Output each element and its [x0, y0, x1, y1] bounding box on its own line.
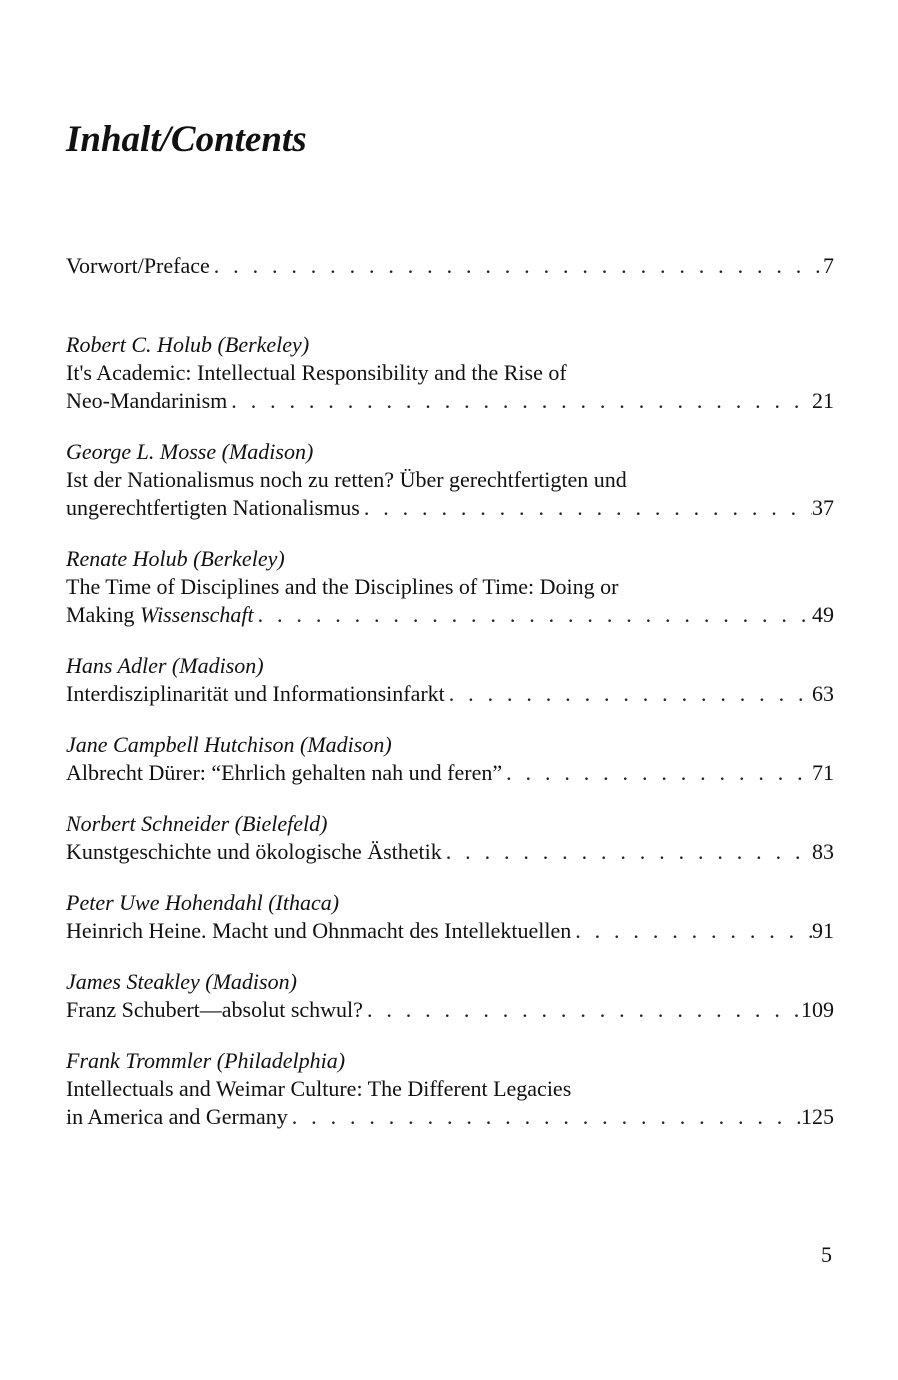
toc-line [66, 917, 834, 945]
toc-line [66, 996, 834, 1024]
entry-title: Neo-Mandarinism [66, 388, 228, 413]
page-number: 91 [812, 918, 834, 943]
dot-leader [442, 838, 812, 866]
entry-author: Robert C. Holub (Berkeley) [66, 332, 310, 357]
page-number: 21 [812, 388, 834, 413]
page-number: 49 [812, 602, 834, 627]
dot-leader [502, 759, 812, 787]
page-title: Inhalt/Contents [66, 119, 307, 160]
entry-title-prefix: Making [66, 602, 140, 627]
entry-author: Peter Uwe Hohendahl (Ithaca) [66, 890, 340, 915]
dot-leader [227, 387, 812, 415]
entry-author: James Steakley (Madison) [66, 969, 297, 994]
entry-author: Frank Trommler (Philadelphia) [66, 1048, 346, 1073]
dot-leader [254, 601, 812, 629]
page-number: 71 [812, 760, 834, 785]
page-number: 63 [812, 681, 834, 706]
toc-line [66, 759, 834, 787]
toc-line [66, 252, 834, 280]
page-number: 37 [812, 495, 834, 520]
toc-entry [66, 331, 834, 415]
toc-entry [66, 545, 834, 629]
entry-title-line: Intellectuals and Weimar Culture: The Different Legacies [66, 1076, 572, 1101]
entry-title: Vorwort/Preface [66, 253, 210, 278]
dot-leader [288, 1103, 801, 1131]
toc-line [66, 387, 834, 415]
toc-entry [66, 968, 834, 1024]
entry-title-emphasis: Wissenschaft [139, 602, 254, 627]
dot-leader [445, 680, 812, 708]
dot-leader [363, 996, 801, 1024]
dot-leader [360, 494, 812, 522]
page-folio-number: 5 [821, 1242, 832, 1267]
dot-leader [571, 917, 812, 945]
page-number: 109 [801, 997, 834, 1022]
toc-entry-preface [66, 252, 834, 280]
entry-author: Hans Adler (Madison) [66, 653, 264, 678]
entry-title: in America and Germany [66, 1104, 288, 1129]
toc-entry [66, 731, 834, 787]
page-number: 83 [812, 839, 834, 864]
toc-line [66, 680, 834, 708]
entry-author: Jane Campbell Hutchison (Madison) [66, 732, 392, 757]
toc-entry [66, 438, 834, 522]
entry-title: Franz Schubert—absolut schwul? [66, 997, 363, 1022]
entry-author: George L. Mosse (Madison) [66, 439, 314, 464]
entry-title: ungerechtfertigten Nationalismus [66, 495, 360, 520]
entry-title-line: Ist der Nationalismus noch zu retten? Über gerechtfertigten und [66, 467, 627, 492]
page-number: 7 [823, 253, 834, 278]
toc-line [66, 494, 834, 522]
entry-title: Albrecht Dürer: “Ehrlich gehalten nah und feren” [66, 760, 503, 785]
toc-entry [66, 652, 834, 708]
toc-entry [66, 889, 834, 945]
entry-title-line: It's Academic: Intellectual Responsibility and the Rise of [66, 360, 567, 385]
toc-entry [66, 810, 834, 866]
dot-leader [210, 252, 823, 280]
entry-title: Kunstgeschichte und ökologische Ästhetik [66, 839, 442, 864]
toc-line [66, 601, 834, 629]
entry-author: Norbert Schneider (Bielefeld) [66, 811, 328, 836]
toc-entry [66, 1047, 834, 1131]
table-of-contents [66, 252, 834, 1154]
entry-title [66, 601, 254, 629]
toc-line [66, 838, 834, 866]
toc-line [66, 1103, 834, 1131]
entry-title-line: The Time of Disciplines and the Disciplines of Time: Doing or [66, 574, 619, 599]
entry-title: Heinrich Heine. Macht und Ohnmacht des Intellektuellen [66, 918, 572, 943]
page-number: 125 [801, 1104, 834, 1129]
entry-author: Renate Holub (Berkeley) [66, 546, 285, 571]
entry-title: Interdisziplinarität und Informationsinfarkt [66, 681, 445, 706]
